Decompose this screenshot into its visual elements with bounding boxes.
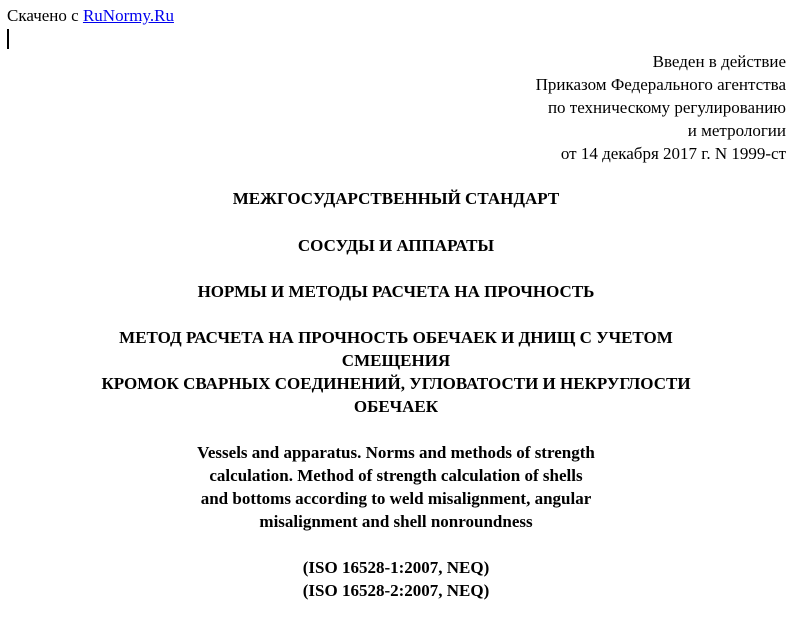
enactment-block	[366, 50, 786, 165]
method-title-heading	[30, 326, 762, 418]
runormy-link[interactable]: RuNormy.Ru	[82, 6, 174, 25]
enactment-line: Приказом Федерального агентства	[535, 75, 786, 94]
enactment-line: Введен в действие	[652, 52, 786, 71]
english-title-line: misalignment and shell nonroundness	[259, 512, 533, 531]
text-cursor	[7, 29, 9, 49]
download-source-line	[7, 6, 174, 26]
english-title-line: Vessels and apparatus. Norms and methods of strength	[197, 443, 595, 462]
standard-type-heading	[0, 187, 792, 210]
iso-references	[0, 556, 792, 602]
iso-reference: (ISO 16528-1:2007, NEQ)	[302, 558, 490, 577]
enactment-line: по техническому регулированию	[547, 98, 786, 117]
english-title-line: calculation. Method of strength calculation of shells	[209, 466, 583, 485]
series-text: НОРМЫ И МЕТОДЫ РАСЧЕТА НА ПРОЧНОСТЬ	[197, 282, 595, 301]
method-title-line: ОБЕЧАЕК	[353, 397, 439, 416]
method-title-line: МЕТОД РАСЧЕТА НА ПРОЧНОСТЬ ОБЕЧАЕК И ДНИЩ С УЧЕТОМ	[119, 328, 673, 347]
subject-text: СОСУДЫ И АППАРАТЫ	[297, 236, 495, 255]
method-title-line: СМЕЩЕНИЯ	[341, 351, 451, 370]
english-title-line: and bottoms according to weld misalignment, angular	[200, 489, 592, 508]
enactment-line: и метрологии	[687, 121, 786, 140]
series-heading	[0, 280, 792, 303]
english-title	[130, 441, 662, 533]
download-source-prefix: Скачено с	[7, 6, 83, 25]
enactment-date-line: от 14 декабря 2017 г. N 1999-ст	[560, 144, 786, 163]
method-title-line: КРОМОК СВАРНЫХ СОЕДИНЕНИЙ, УГЛОВАТОСТИ И НЕКРУГЛОСТИ	[101, 374, 691, 393]
standard-type-text: МЕЖГОСУДАРСТВЕННЫЙ СТАНДАРТ	[232, 189, 560, 208]
subject-heading	[0, 234, 792, 257]
iso-reference: (ISO 16528-2:2007, NEQ)	[302, 581, 490, 600]
